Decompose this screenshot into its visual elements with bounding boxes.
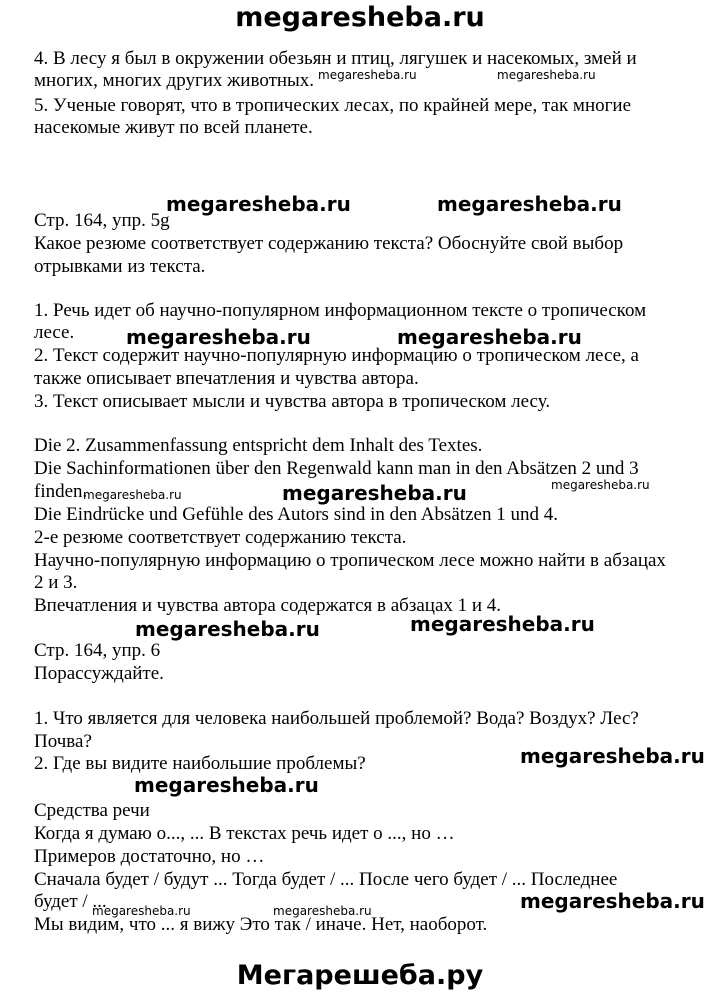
watermark: megaresheba.ru <box>126 325 311 349</box>
text-line: также описывает впечатления и чувства автора. <box>34 368 419 389</box>
page-footer-title: Мегарешеба.ру <box>236 960 484 991</box>
text-line: Средства речи <box>34 800 150 821</box>
page-header-title: megaresheba.ru <box>235 2 485 33</box>
text-line: 2-е резюме соответствует содержанию текста. <box>34 527 407 548</box>
watermark: megaresheba.ru <box>437 192 622 216</box>
section-heading: Стр. 164, упр. 6 <box>34 640 161 661</box>
watermark: megaresheba.ru <box>520 744 705 768</box>
watermark: megaresheba.ru <box>520 889 705 913</box>
watermark: megaresheba.ru <box>410 612 595 636</box>
text-line: Сначала будет / будут ... Тогда будет / ... После чего будет / ... Последнее <box>34 869 618 890</box>
text-line: 4. В лесу я был в окружении обезьян и птиц, лягушек и насекомых, змей и <box>34 48 637 69</box>
section-heading: Стр. 164, упр. 5g <box>34 210 170 231</box>
text-line: 2. Текст содержит научно-популярную информацию о тропическом лесе, а <box>34 345 639 366</box>
watermark: megaresheba.ru <box>397 325 582 349</box>
text-line: Научно-популярную информацию о тропическом лесе можно найти в абзацах <box>34 550 666 571</box>
text-line: Какое резюме соответствует содержанию текста? Обоснуйте свой выбор <box>34 233 624 254</box>
text-line: Die Sachinformationen über den Regenwald kann man in den Absätzen 2 und 3 <box>34 458 639 479</box>
watermark: megaresheba.ru <box>318 68 417 82</box>
text-line: 1. Что является для человека наибольшей проблемой? Вода? Воздух? Лес? <box>34 708 639 729</box>
text-line: будет / ... <box>34 891 107 912</box>
text-line: Порассуждайте. <box>34 663 164 684</box>
text-line: 3. Текст описывает мысли и чувства автора в тропическом лесу. <box>34 391 551 412</box>
watermark: megaresheba.ru <box>135 617 320 641</box>
text-line: Почва? <box>34 731 92 752</box>
text-line: Мы видим, что ... я вижу Это так / иначе. Нет, наоборот. <box>34 914 488 935</box>
text-line: Die 2. Zusammenfassung entspricht dem Inhalt des Textes. <box>34 435 483 456</box>
text-line: 2. Где вы видите наибольшие проблемы? <box>34 753 366 774</box>
text-line: многих, многих других животных. <box>34 70 315 91</box>
text-line: Когда я думаю о..., ... В текстах речь идет о ..., но … <box>34 823 455 844</box>
text-line: отрывками из текста. <box>34 256 206 277</box>
watermark: megaresheba.ru <box>497 68 596 82</box>
text-line: Примеров достаточно, но … <box>34 846 265 867</box>
watermark: megaresheba.ru <box>134 773 319 797</box>
text-line: 2 и 3. <box>34 572 78 593</box>
watermark: megaresheba.ru <box>273 904 372 918</box>
watermark: megaresheba.ru <box>92 904 191 918</box>
text-line: Впечатления и чувства автора содержатся в абзацах 1 и 4. <box>34 595 502 616</box>
text-line: Die Eindrücke und Gefühle des Autors sind in den Absätzen 1 und 4. <box>34 504 558 525</box>
text-line: 5. Ученые говорят, что в тропических лесах, по крайней мере, так многие <box>34 95 632 116</box>
watermark: megaresheba.ru <box>551 478 650 492</box>
text-line: лесе. <box>34 322 75 343</box>
text-line: 1. Речь идет об научно-популярном информационном тексте о тропическом <box>34 300 647 321</box>
watermark: megaresheba.ru <box>166 192 351 216</box>
text-line: finden. <box>34 481 88 502</box>
watermark: megaresheba.ru <box>83 488 182 502</box>
watermark: megaresheba.ru <box>282 481 467 505</box>
text-line: насекомые живут по всей планете. <box>34 117 313 138</box>
